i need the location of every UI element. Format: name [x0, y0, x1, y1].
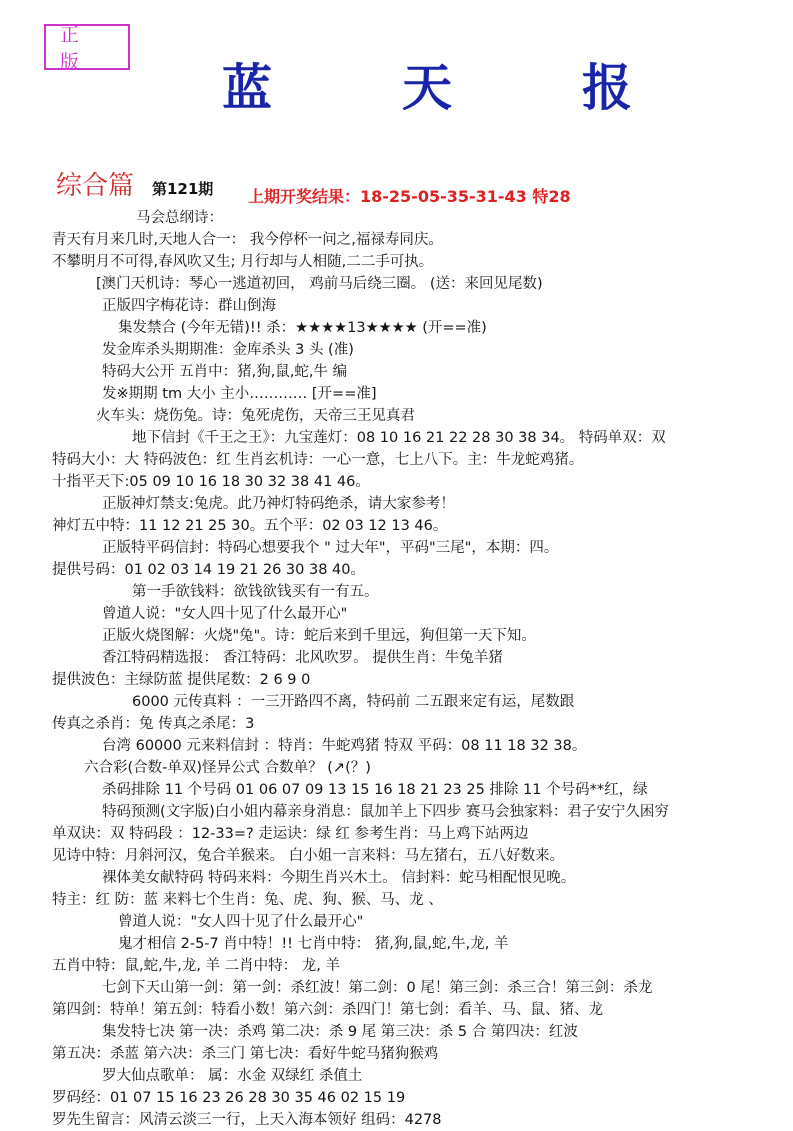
body-line: 台湾 60000 元来料信封 ：特肖：牛蛇鸡猪 特双 平码：08 11 18 32 38。	[102, 738, 587, 754]
body-line: 地下信封《千王之王》：九宝莲灯：08 10 16 21 22 28 30 38 34。 特码单双：双	[132, 430, 666, 446]
body-line: 火车头：烧伤兔。诗：兔死虎伤，天帝三王见真君	[96, 408, 415, 424]
body-line: 香江特码精选报： 香江特码：北风吹罗。 提供生肖：牛兔羊猪	[102, 650, 503, 666]
body-line: 特主：红 防：蓝 来料七个生肖：兔、虎、狗、猴、马、龙 、	[52, 892, 443, 908]
body-line: 曾道人说："女人四十见了什么最开心"	[118, 914, 364, 930]
body-line: 传真之杀肖：兔 传真之杀尾：3	[52, 716, 255, 732]
body-line: 神灯五中特：11 12 21 25 30。五个平：02 03 12 13 46。	[52, 518, 448, 534]
body-line: 曾道人说："女人四十见了什么最开心"	[102, 606, 348, 622]
body-line: 罗大仙点歌单： 属：水金 双绿红 杀值土	[102, 1068, 363, 1084]
body-line: 裸体美女献特码 特码来料：今期生肖兴木土。 信封料：蛇马相配恨见晚。	[102, 870, 576, 886]
masthead-char-1: 蓝	[222, 58, 272, 117]
body-line: 6000 元传真料 ：一三开路四不离，特码前 二五跟来定有运，尾数跟	[132, 694, 575, 710]
body-line: 提供号码：01 02 03 14 19 21 26 30 38 40。	[52, 562, 365, 578]
body-line: 杀码排除 11 个号码 01 06 07 09 13 15 16 18 21 23 25 排除 11 个号码**红，绿	[102, 782, 648, 798]
masthead	[0, 58, 793, 118]
body-line: 特码大小：大 特码波色：红 生肖玄机诗：一心一意，七上八下。主：牛龙蛇鸡猪。	[52, 452, 584, 468]
body-line: 五肖中特：鼠,蛇,牛,龙, 羊 二肖中特： 龙, 羊	[52, 958, 340, 974]
body-line: 特码预测(文字版)白小姐内幕亲身消息：鼠加羊上下四步 赛马会独家料：君子安宁久困穷	[102, 804, 669, 820]
section-title: 综合篇	[56, 171, 135, 201]
body-line: 六合彩(合数-单双)怪异公式 合数单？ (↗(？)	[84, 760, 371, 776]
genuine-badge: 正 版	[44, 24, 130, 70]
body-line: 正版火烧图解：火烧"兔"。诗：蛇后来到千里远，狗但第一天下知。	[102, 628, 536, 644]
body-line: 正版特平码信封：特码心想要我个 " 过大年"，平码"三尾"，本期：四。	[102, 540, 559, 556]
body-line: 罗先生留言：风清云淡三一行，上天入海本领好 组码：4278	[52, 1112, 442, 1128]
masthead-char-3: 报	[582, 58, 632, 117]
body-line: 见诗中特：月斜河汉，兔合羊猴来。 白小姐一言来料：马左猪右，五八好数来。	[52, 848, 565, 864]
masthead-char-2: 天	[402, 58, 452, 117]
body-line: 第四剑：特单！第五剑：特看小数！第六剑：杀四门！第七剑：看羊、马、鼠、猪、龙	[52, 1002, 603, 1018]
body-line: 单双诀：双 特码段 ：12-33=? 走运诀：绿 红 参考生肖：马上鸡下站两边	[52, 826, 529, 842]
body-line: 十指平天下:05 09 10 16 18 30 32 38 41 46。	[52, 474, 370, 490]
last-draw-result: 上期开奖结果：18-25-05-35-31-43 特28	[248, 187, 571, 206]
body-line: 七剑下天山第一剑：第一剑：杀红波！第二剑：0 尾！第三剑：杀三合！第三剑：杀龙	[102, 980, 653, 996]
body-line: 发※期期 tm 大小 主小………… [开==准]	[102, 386, 377, 402]
body-line: 第五决：杀蓝 第六决：杀三门 第七决：看好牛蛇马猪狗猴鸡	[52, 1046, 439, 1062]
body-line: 正版神灯禁支:兔虎。此乃神灯特码绝杀，请大家参考！	[102, 496, 455, 512]
body-line: 青天有月来几时,天地人合一： 我今停杯一问之,福禄寿同庆。	[52, 232, 443, 248]
body-line: [澳门天机诗：琴心一逃道初回， 鸡前马后绕三圈。 (送：来回见尾数)	[96, 276, 543, 292]
body-line: 第一手欲钱料：欲钱欲钱买有一有五。	[132, 584, 379, 600]
body-line: 发金库杀头期期准：金库杀头 3 头 (准)	[102, 342, 354, 358]
body-line: 鬼才相信 2-5-7 肖中特！!! 七肖中特： 猪,狗,鼠,蛇,牛,龙, 羊	[118, 936, 509, 952]
body-line: 特码大公开 五肖中：猪,狗,鼠,蛇,牛 编	[102, 364, 348, 380]
body-line: 集发禁合 (今年无错)!! 杀：★★★★13★★★★ (开==准)	[118, 320, 487, 336]
body-line: 马会总纲诗：	[136, 210, 223, 226]
body-line: 正版四字梅花诗：群山倒海	[102, 298, 276, 314]
body-line: 提供波色：主绿防蓝 提供尾数：2 6 9 0	[52, 672, 311, 688]
issue-number: 第121期	[152, 180, 214, 198]
body-line: 罗码经：01 07 15 16 23 26 28 30 35 46 02 15 19	[52, 1090, 406, 1106]
body-line: 集发特七决 第一决：杀鸡 第二决：杀 9 尾 第三决：杀 5 合 第四决：红波	[102, 1024, 578, 1040]
body-line: 不攀明月不可得,春风吹又生; 月行却与人相随,二二手可执。	[52, 254, 434, 270]
